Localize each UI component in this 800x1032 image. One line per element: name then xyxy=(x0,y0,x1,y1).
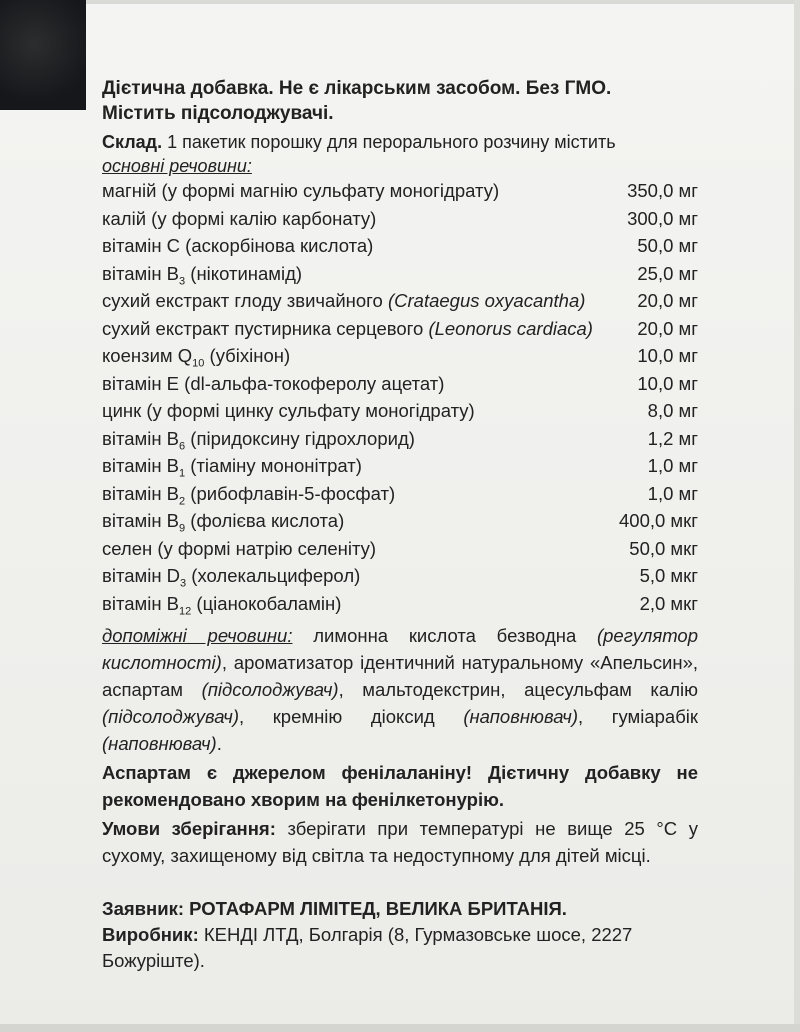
excipients-italic: (регулятор кислотності) xyxy=(102,625,698,673)
bottom-edge xyxy=(0,1024,800,1032)
ingredient-amount: 50,0 мкг xyxy=(629,537,698,559)
ingredient-name: вітамін $В_2$ (рибофлавін-5-фосфат) xyxy=(102,482,396,508)
manufacturer-text: КЕНДІ ЛТД, Болгарія (8, Гурмазовське шосе, 2227 Божуріште). xyxy=(102,924,633,971)
storage-label: Умови зберігання: xyxy=(102,818,276,839)
manufacturer-label: Виробник: xyxy=(102,924,199,945)
ingredient-row xyxy=(102,483,698,511)
ingredient-name: вітамін $В_6$ (піридоксину гідрохлорид) xyxy=(102,427,415,453)
excipients-text: , ароматизатор ідентичний натуральному «Апельсин», аспартам xyxy=(102,652,698,700)
ingredient-row xyxy=(102,290,698,318)
excipients-label: допоміжні речовини: xyxy=(102,625,293,646)
ingredient-row xyxy=(102,593,698,621)
dark-corner xyxy=(0,0,86,110)
ingredient-name: вітамін С (аскорбінова кислота) xyxy=(102,235,374,256)
ingredient-name: вітамін $В_3$ (нікотинамід) xyxy=(102,262,303,288)
ingredient-name: вітамін $D_3$ (холекальциферол) xyxy=(102,565,361,590)
applicant: Заявник: РОТАФАРМ ЛІМІТЕД, ВЕЛИКА БРИТАНІЯ. xyxy=(102,898,567,919)
ingredient-row xyxy=(102,180,698,208)
ingredient-row xyxy=(102,455,698,483)
ingredient-name: вітамін $В_{12}$ (ціанокобаламін) xyxy=(102,592,342,618)
ingredient-name: калій (у формі калію карбонату) xyxy=(102,207,377,229)
ingredient-amount: 350,0 мг xyxy=(627,180,698,201)
ingredient-name: вітамін Е (dl-альфа-токоферолу ацетат) xyxy=(102,372,445,394)
ingredient-row xyxy=(102,318,698,346)
excipients-paragraph xyxy=(102,622,698,757)
ingredient-name: селен (у формі натрію селеніту) xyxy=(102,537,377,559)
ingredients-list xyxy=(102,180,698,620)
ingredient-name: сухий екстракт глоду звичайного (Crataegus oxyacantha) xyxy=(102,290,586,311)
composition-title: Склад. xyxy=(102,132,163,152)
excipients-text: . xyxy=(216,733,222,754)
ingredient-amount: 10,0 мг xyxy=(637,372,698,394)
composition-intro-text: 1 пакетик порошку для перорального розчину містить xyxy=(167,132,616,152)
ingredient-amount: 20,0 мг xyxy=(637,317,698,339)
ingredient-amount: 1,0 мг xyxy=(647,455,698,476)
ingredient-row xyxy=(102,235,698,263)
ingredient-name: вітамін $В_9$ (фолієва кислота) xyxy=(102,510,345,535)
ingredient-row xyxy=(102,565,698,593)
aspartame-warning: Аспартам є джерелом фенілаланіну! Дієтичну добавку не рекомендовано хворим на фенілкетонурію. xyxy=(102,762,698,810)
ingredient-amount: 5,0 мкг xyxy=(639,565,698,586)
right-edge xyxy=(794,0,800,1032)
label-text xyxy=(102,76,698,974)
top-edge xyxy=(86,0,800,4)
ingredient-name: цинк (у формі цинку сульфату моногідрату) xyxy=(102,400,475,421)
main-substances-label xyxy=(102,154,698,178)
main-substances-label-text: основні речовини: xyxy=(102,156,252,176)
excipients-italic: (підсолоджувач) xyxy=(102,706,239,727)
ingredient-amount: 10,0 мг xyxy=(637,345,698,366)
excipients-italic: (наповнювач) xyxy=(463,706,578,727)
ingredient-name: сухий екстракт пустирника серцевого (Leonorus cardiaca) xyxy=(102,317,593,339)
excipients-text: лимонна кислота безводна xyxy=(292,625,597,646)
ingredient-row xyxy=(102,263,698,291)
ingredient-row xyxy=(102,345,698,373)
header-line-1: Дієтична добавка. Не є лікарським засобом. Без ГМО. xyxy=(102,78,612,99)
excipients-text: , мальтодекстрин, ацесульфам калію xyxy=(338,679,698,700)
ingredient-row xyxy=(102,538,698,566)
ingredient-row xyxy=(102,208,698,236)
ingredient-amount: 400,0 мкг xyxy=(619,510,698,531)
ingredient-amount: 2,0 мкг xyxy=(639,592,698,614)
excipients-text: , гуміарабік xyxy=(578,706,698,727)
ingredient-amount: 1,0 мг xyxy=(647,482,698,504)
ingredient-amount: 300,0 мг xyxy=(627,207,698,229)
excipients-italic: (наповнювач) xyxy=(102,733,217,754)
ingredient-amount: 50,0 мг xyxy=(637,235,698,256)
manufacturer xyxy=(102,922,698,974)
composition-intro xyxy=(102,130,698,154)
ingredient-amount: 1,2 мг xyxy=(647,427,698,449)
storage-conditions xyxy=(102,815,698,869)
ingredient-name: коензим $Q_{10}$ (убіхінон) xyxy=(102,345,291,370)
ingredient-row xyxy=(102,373,698,401)
ingredient-amount: 25,0 мг xyxy=(637,262,698,284)
storage-text: зберігати при температурі не вище 25 °С у сухому, захищеному від світла та недоступному для дітей місці. xyxy=(102,818,698,866)
ingredient-row xyxy=(102,428,698,456)
ingredient-row xyxy=(102,510,698,538)
excipients-italic: (підсолоджувач) xyxy=(201,679,339,700)
ingredient-amount: 8,0 мг xyxy=(647,400,698,421)
ingredient-amount: 20,0 мг xyxy=(637,290,698,311)
excipients-text: , кремнію діоксид xyxy=(238,706,464,727)
ingredient-row xyxy=(102,400,698,428)
ingredient-name: магній (у формі магнію сульфату моногідрату) xyxy=(102,180,500,201)
header-line-2: Містить підсолоджувачі. xyxy=(102,103,334,124)
ingredient-name: вітамін $В_1$ (тіаміну мононітрат) xyxy=(102,455,362,480)
